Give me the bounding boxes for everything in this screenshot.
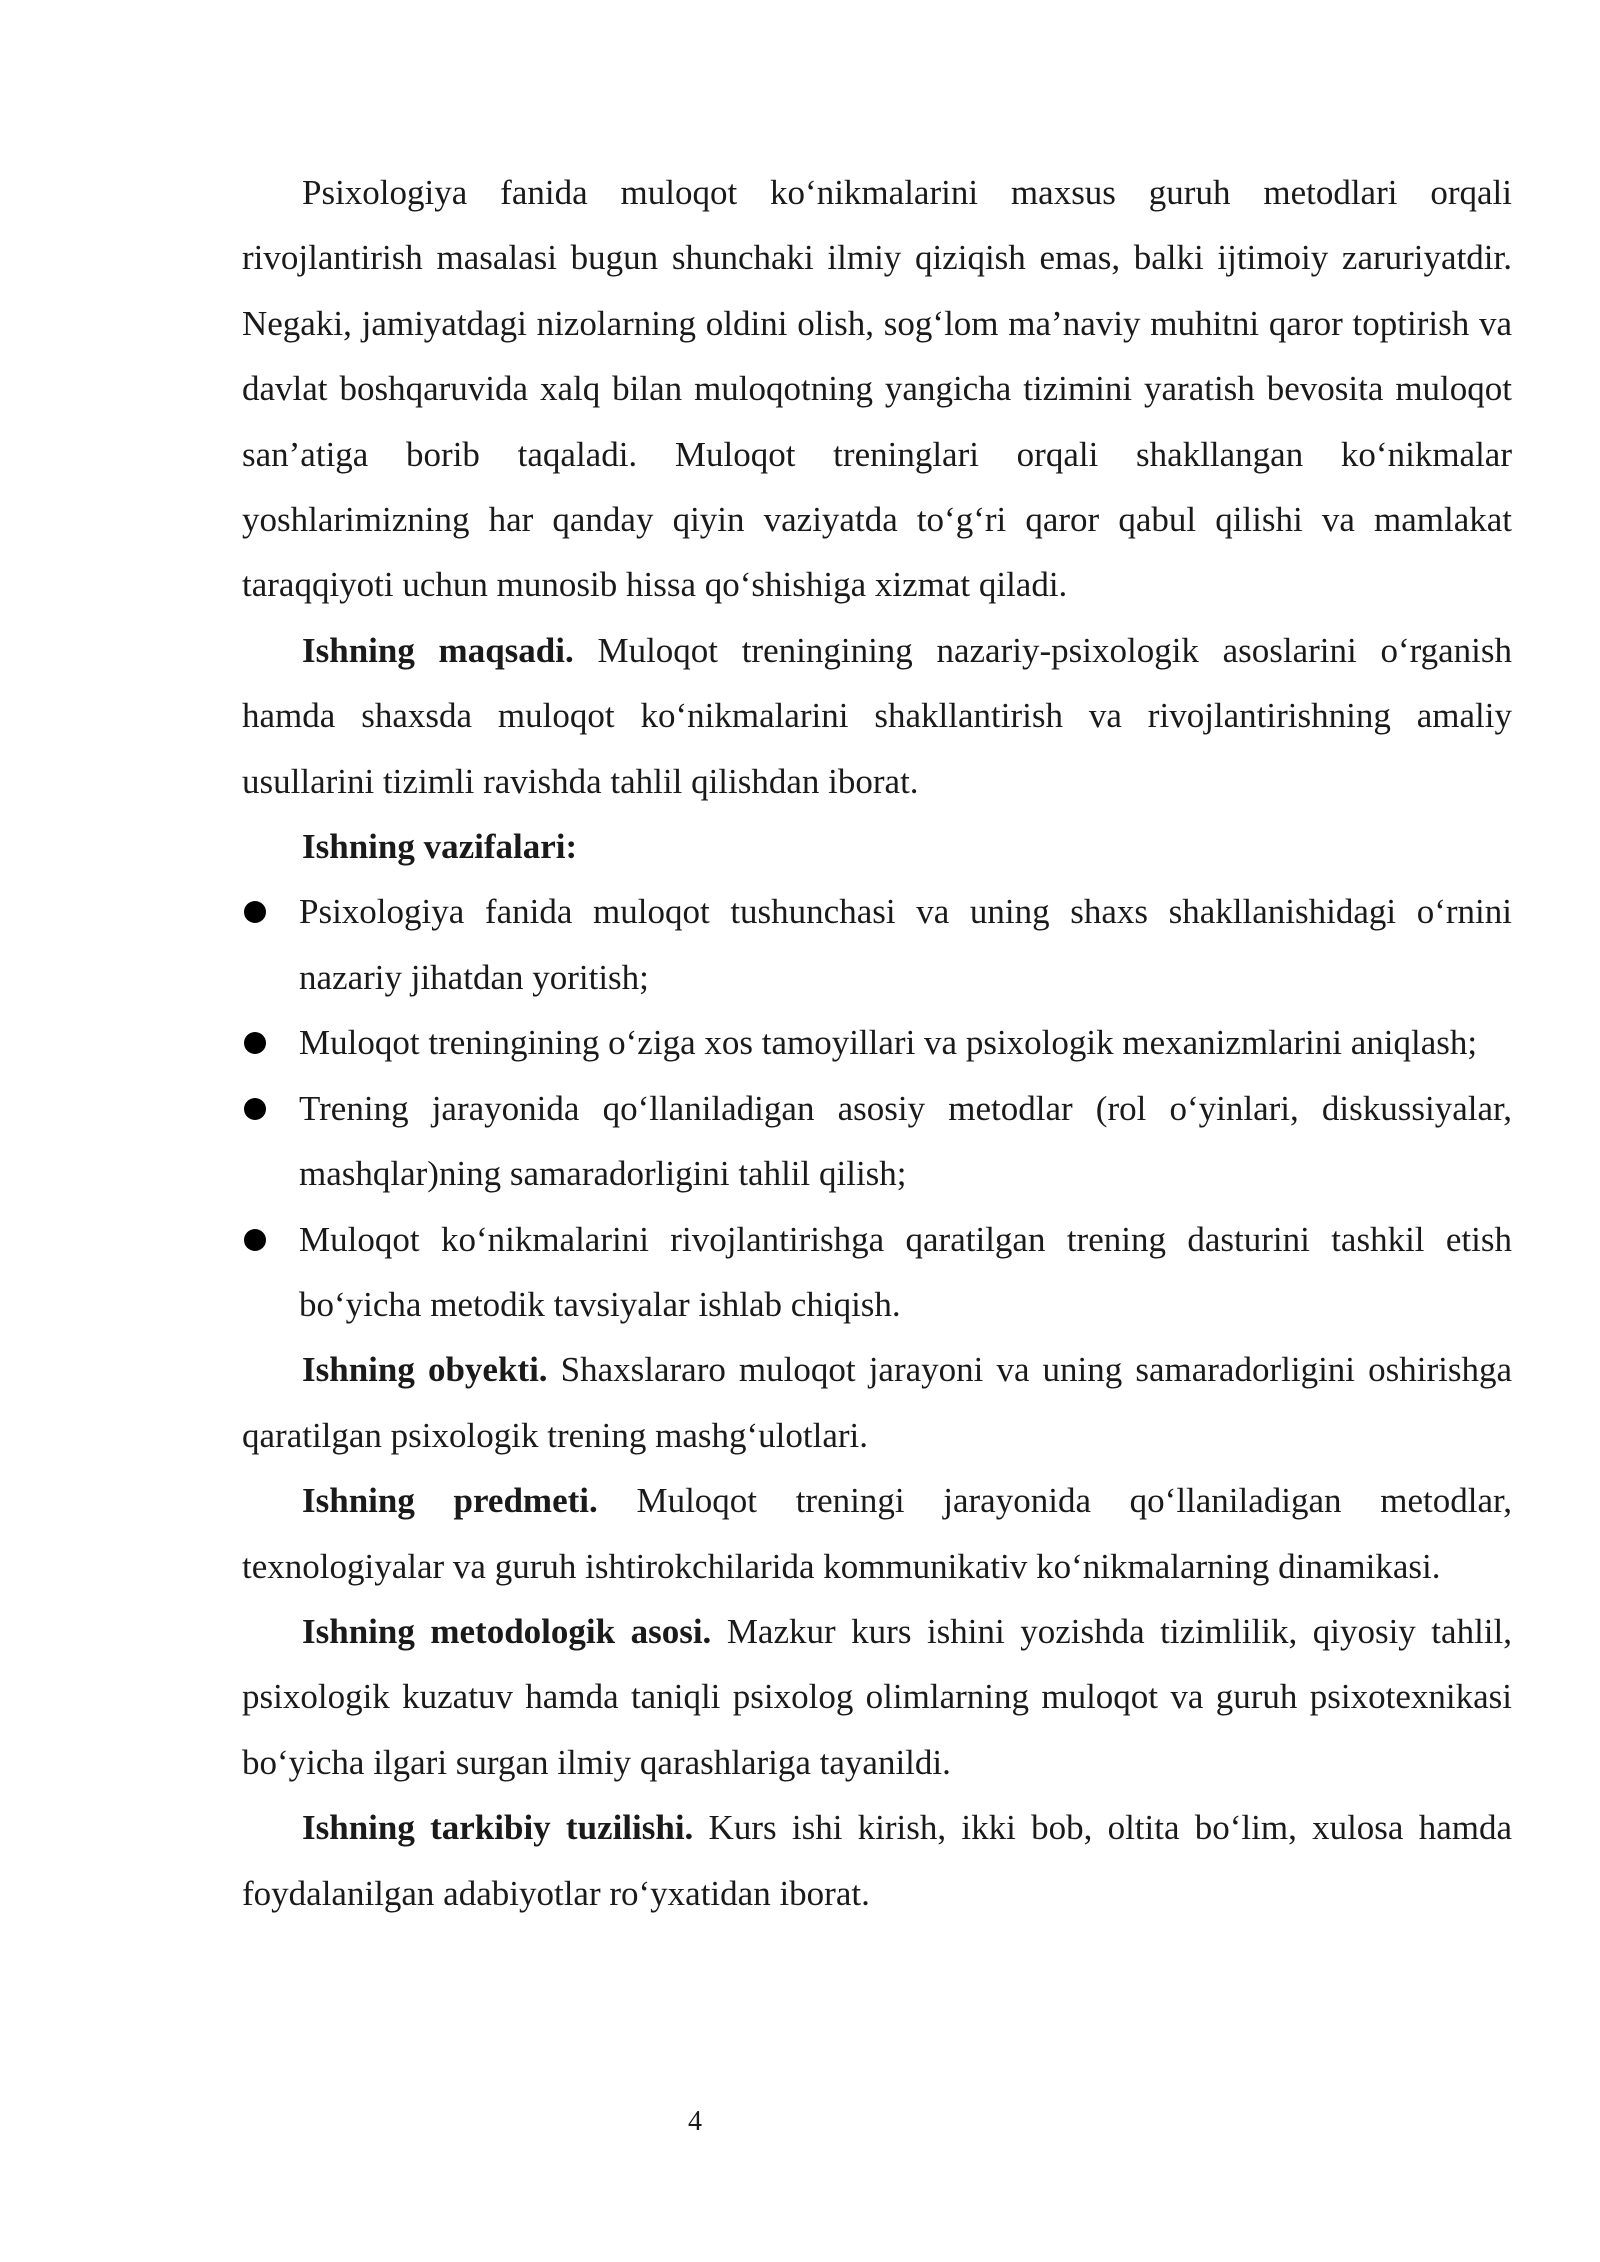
methodology-paragraph: [242, 1599, 1512, 1795]
goal-text: Muloqot treningining nazariy-psixologik asoslarini o‘rganish hamda shaxsda muloqot ko‘nikmalarini shakllantirish va rivojlantirishning amaliy usullarini tizimli ravishda tahlil qilishdan iborat.: [242, 630, 1512, 801]
structure-label: Ishning tarkibiy tuzilishi.: [302, 1808, 694, 1848]
structure-text: Kurs ishi kirish, ikki bob, oltita bo‘lim, xulosa hamda foydalanilgan adabiyotlar ro‘yxatidan iborat.: [242, 1808, 1512, 1913]
goal-label: Ishning maqsadi.: [302, 630, 574, 670]
methodology-label: Ishning metodologik asosi.: [302, 1611, 712, 1651]
object-paragraph: [242, 1337, 1512, 1468]
goal-paragraph: [242, 618, 1512, 814]
methodology-text: Mazkur kurs ishini yozishda tizimlilik, qiyosiy tahlil, psixologik kuzatuv hamda taniqli psixolog olimlarning muloqot va guruh psixotexnikasi bo‘yicha ilgari surgan ilmiy qarashlariga tayanildi.: [242, 1611, 1512, 1782]
intro-paragraph: Psixologiya fanida muloqot ko‘nikmalarini maxsus guruh metodlari orqali rivojlantirish masalasi bugun shunchaki ilmiy qiziqish emas, balki ijtimoiy zaruriyatdir. Negaki, jamiyatdagi nizolarning oldini olish, sog‘lom ma’naviy muhitni qaror toptirish va davlat boshqaruvida xalq bilan muloqotning yangicha tizimini yaratish bevosita muloqot san’atiga borib taqaladi. Muloqot treninglari orqali shakllangan ko‘nikmalar yoshlarimizning har qanday qiyin vaziyatda to‘g‘ri qaror qabul qilishi va mamlakat taraqqiyoti uchun munosib hissa qo‘shishiga xizmat qiladi.: [242, 173, 1512, 605]
bullet-icon: [244, 901, 266, 923]
subject-paragraph: [242, 1468, 1512, 1599]
bullet-icon: [244, 1229, 266, 1251]
list-item: [242, 1207, 1512, 1338]
tasks-heading: Ishning vazifalari:: [302, 827, 578, 867]
bullet-icon: [244, 1098, 266, 1120]
task-text: Muloqot treningining o‘ziga xos tamoyillari va psixologik mexanizmlarini aniqlash;: [299, 1023, 1478, 1063]
task-text: Psixologiya fanida muloqot tushunchasi va uning shaxs shakllanishidagi o‘rnini nazariy jihatdan yoritish;: [299, 892, 1512, 997]
bullet-icon: [244, 1032, 266, 1054]
list-item: [242, 879, 1512, 1010]
document-page: [242, 160, 1512, 1926]
structure-paragraph: [242, 1795, 1512, 1926]
subject-label: Ishning predmeti.: [302, 1481, 598, 1521]
task-text: Muloqot ko‘nikmalarini rivojlantirishga qaratilgan trening dasturini tashkil etish bo‘yicha metodik tavsiyalar ishlab chiqish.: [299, 1219, 1512, 1324]
object-text: Shaxslararo muloqot jarayoni va uning samaradorligini oshirishga qaratilgan psixologik trening mashg‘ulotlari.: [242, 1350, 1512, 1455]
list-item: [242, 1010, 1512, 1075]
task-text: Trening jarayonida qo‘llaniladigan asosiy metodlar (rol o‘yinlari, diskussiyalar, mashqlar)ning samaradorligini tahlil qilish;: [299, 1088, 1512, 1194]
subject-text: Muloqot treningi jarayonida qo‘llaniladigan metodlar, texnologiyalar va guruh ishtirokchilarida kommunikativ ko‘nikmalarning dinamikasi.: [242, 1481, 1512, 1586]
list-item: [242, 1076, 1512, 1207]
page-number: 4: [688, 2106, 702, 2137]
tasks-list: [242, 879, 1512, 1337]
object-label: Ishning obyekti.: [302, 1350, 548, 1390]
